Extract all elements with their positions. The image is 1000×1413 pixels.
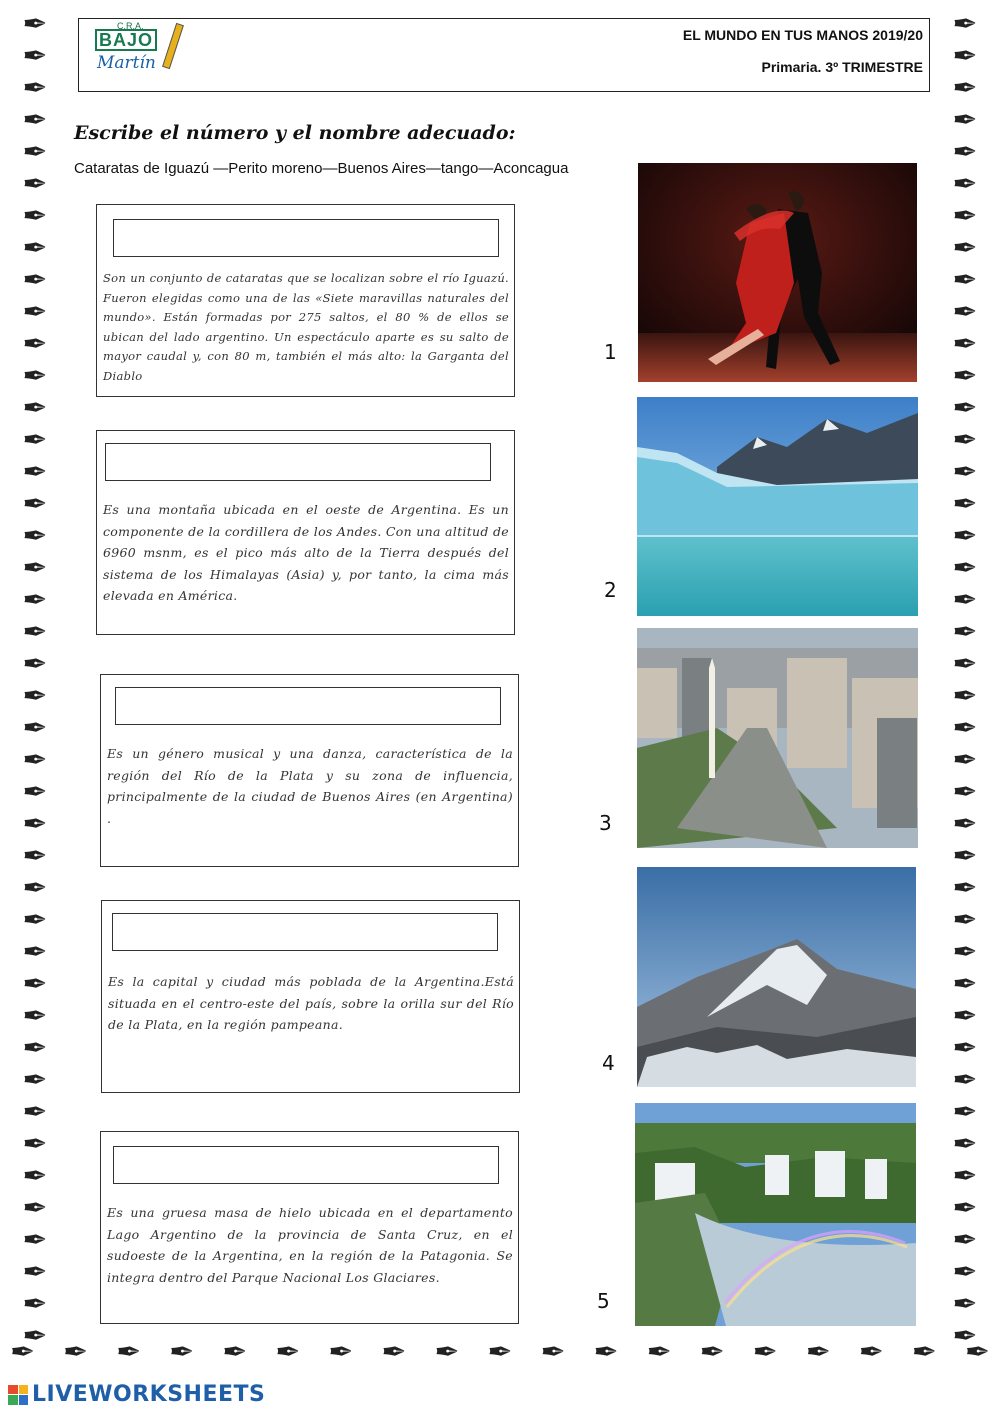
quill-ink-icon: ✒ xyxy=(22,679,48,714)
quill-ink-icon: ✒ xyxy=(22,967,48,1002)
logo-main-text: BAJO xyxy=(95,29,157,51)
quill-ink-icon: ✒ xyxy=(952,999,978,1034)
card-description: Es un género musical y una danza, característica de la región del Río de la Plata y su zona de influencia, principalmente de la ciudad de Buenos Aires (en Argentina) . xyxy=(107,746,513,826)
quill-ink-icon: ✒ xyxy=(22,1191,48,1226)
answer-input[interactable] xyxy=(115,687,501,725)
quill-ink-icon: ✒ xyxy=(487,1335,513,1370)
quill-ink-icon: ✒ xyxy=(22,455,48,490)
quill-ink-icon: ✒ xyxy=(952,583,978,618)
quill-ink-icon: ✒ xyxy=(952,871,978,906)
quill-ink-icon: ✒ xyxy=(952,1319,978,1354)
quill-ink-icon: ✒ xyxy=(22,935,48,970)
quill-ink-icon: ✒ xyxy=(434,1335,460,1370)
photo-number: 2 xyxy=(604,578,617,602)
quill-ink-icon: ✒ xyxy=(22,1319,48,1354)
quill-ink-icon: ✒ xyxy=(22,551,48,586)
description-card xyxy=(100,674,519,867)
quill-ink-icon: ✒ xyxy=(699,1335,725,1370)
quill-ink-icon: ✒ xyxy=(858,1335,884,1370)
description-card xyxy=(96,204,515,397)
quill-ink-icon: ✒ xyxy=(10,1335,36,1370)
quill-ink-icon: ✒ xyxy=(22,1255,48,1290)
quill-ink-icon: ✒ xyxy=(22,1095,48,1130)
quill-ink-icon: ✒ xyxy=(952,551,978,586)
answer-input[interactable] xyxy=(113,219,499,257)
quill-ink-icon: ✒ xyxy=(752,1335,778,1370)
quill-ink-icon: ✒ xyxy=(952,967,978,1002)
right-border-decoration xyxy=(942,7,988,1354)
quill-ink-icon: ✒ xyxy=(593,1335,619,1370)
quill-ink-icon: ✒ xyxy=(952,71,978,106)
quill-ink-icon: ✒ xyxy=(22,711,48,746)
card-description: Es la capital y ciudad más poblada de la Argentina.Está situada en el centro-este del país, sobre la orilla sur del Río de la Plata, en la región pampeana. xyxy=(108,974,514,1032)
quill-ink-icon: ✒ xyxy=(952,903,978,938)
left-border-decoration xyxy=(12,7,58,1354)
logo-cra-text: C.R.A. xyxy=(117,21,144,31)
quill-ink-icon: ✒ xyxy=(22,871,48,906)
quill-ink-icon: ✒ xyxy=(22,7,48,42)
quill-ink-icon: ✒ xyxy=(952,39,978,74)
quill-ink-icon: ✒ xyxy=(952,1255,978,1290)
city-obelisk-photo xyxy=(637,628,918,848)
quill-ink-icon: ✒ xyxy=(22,359,48,394)
quill-ink-icon: ✒ xyxy=(22,775,48,810)
quill-ink-icon: ✒ xyxy=(952,1191,978,1226)
photo-number: 1 xyxy=(604,340,617,364)
photo-number: 5 xyxy=(597,1289,610,1313)
instruction-heading: Escribe el número y el nombre adecuado: xyxy=(74,122,516,144)
quill-ink-icon: ✒ xyxy=(952,647,978,682)
quill-ink-icon: ✒ xyxy=(952,295,978,330)
card-description: Es una montaña ubicada en el oeste de Argentina. Es un componente de la cordillera de los Andes. Con una altitud de 6960 msnm, es el pico más alto de la Tierra después del sistema de los Himalayas (Asia) y, por tanto, la cima más elevada en América. xyxy=(103,502,509,603)
photo-number: 4 xyxy=(602,1051,615,1075)
quill-ink-icon: ✒ xyxy=(22,1287,48,1322)
quill-ink-icon: ✒ xyxy=(952,263,978,298)
quill-ink-icon: ✒ xyxy=(22,519,48,554)
quill-ink-icon: ✒ xyxy=(952,327,978,362)
quill-ink-icon: ✒ xyxy=(22,839,48,874)
quill-ink-icon: ✒ xyxy=(22,135,48,170)
quill-ink-icon: ✒ xyxy=(952,103,978,138)
quill-ink-icon: ✒ xyxy=(22,999,48,1034)
quill-ink-icon: ✒ xyxy=(22,487,48,522)
quill-ink-icon: ✒ xyxy=(646,1335,672,1370)
quill-ink-icon: ✒ xyxy=(22,167,48,202)
quill-ink-icon: ✒ xyxy=(952,1159,978,1194)
mountain-photo xyxy=(637,867,916,1087)
quill-ink-icon: ✒ xyxy=(952,839,978,874)
quill-ink-icon: ✒ xyxy=(22,327,48,362)
quill-ink-icon: ✒ xyxy=(22,647,48,682)
quill-ink-icon: ✒ xyxy=(116,1335,142,1370)
answer-input[interactable] xyxy=(113,1146,499,1184)
quill-ink-icon: ✒ xyxy=(328,1335,354,1370)
quill-ink-icon: ✒ xyxy=(275,1335,301,1370)
quill-ink-icon: ✒ xyxy=(22,615,48,650)
answer-input[interactable] xyxy=(105,443,491,481)
quill-ink-icon: ✒ xyxy=(952,775,978,810)
quill-ink-icon: ✒ xyxy=(952,199,978,234)
liveworksheets-text: LIVEWORKSHEETS xyxy=(32,1382,266,1407)
quill-ink-icon: ✒ xyxy=(952,7,978,42)
card-description: Es una gruesa masa de hielo ubicada en el departamento Lago Argentino de la provincia de Santa Cruz, en el sudoeste de la Argentina, en la región de la Patagonia. Se integra dentro del Parque Nacional Los Glaciares. xyxy=(107,1205,513,1285)
quill-ink-icon: ✒ xyxy=(169,1335,195,1370)
quill-ink-icon: ✒ xyxy=(952,743,978,778)
quill-ink-icon: ✒ xyxy=(952,359,978,394)
quill-ink-icon: ✒ xyxy=(22,903,48,938)
school-logo xyxy=(89,21,179,77)
quill-ink-icon: ✒ xyxy=(952,807,978,842)
quill-ink-icon: ✒ xyxy=(63,1335,89,1370)
quill-ink-icon: ✒ xyxy=(952,1031,978,1066)
word-list: Cataratas de Iguazú —Perito moreno—Buenos Aires—tango—Aconcagua xyxy=(74,160,569,177)
quill-ink-icon: ✒ xyxy=(22,807,48,842)
quill-ink-icon: ✒ xyxy=(964,1335,990,1370)
quill-ink-icon: ✒ xyxy=(911,1335,937,1370)
card-description: Son un conjunto de cataratas que se localizan sobre el río Iguazú. Fueron elegidas como una de las «Siete maravillas naturales del mundo». Están formadas por 275 saltos, el 80 % de ellos se ubican del lado argentino. Un espectáculo aparte es su salto de mayor caudal y, con 80 m, también el más alto: la Garganta del Diablo xyxy=(103,271,509,383)
logo-script-text: Martín xyxy=(97,53,156,73)
quill-ink-icon: ✒ xyxy=(22,103,48,138)
quill-ink-icon: ✒ xyxy=(952,679,978,714)
pencil-icon xyxy=(162,23,184,69)
quill-ink-icon: ✒ xyxy=(805,1335,831,1370)
quill-ink-icon: ✒ xyxy=(952,519,978,554)
quill-ink-icon: ✒ xyxy=(952,455,978,490)
answer-input[interactable] xyxy=(112,913,498,951)
quill-ink-icon: ✒ xyxy=(952,1287,978,1322)
quill-ink-icon: ✒ xyxy=(381,1335,407,1370)
quill-ink-icon: ✒ xyxy=(22,263,48,298)
header-title: EL MUNDO EN TUS MANOS 2019/20 xyxy=(682,27,923,43)
quill-ink-icon: ✒ xyxy=(22,1223,48,1258)
quill-ink-icon: ✒ xyxy=(22,231,48,266)
header-box xyxy=(78,18,930,92)
quill-ink-icon: ✒ xyxy=(22,391,48,426)
quill-ink-icon: ✒ xyxy=(952,1095,978,1130)
quill-ink-icon: ✒ xyxy=(22,583,48,618)
quill-ink-icon: ✒ xyxy=(22,1031,48,1066)
photo-number: 3 xyxy=(599,811,612,835)
quill-ink-icon: ✒ xyxy=(22,71,48,106)
quill-ink-icon: ✒ xyxy=(952,231,978,266)
quill-ink-icon: ✒ xyxy=(22,1063,48,1098)
quill-ink-icon: ✒ xyxy=(952,135,978,170)
quill-ink-icon: ✒ xyxy=(952,1127,978,1162)
liveworksheets-logo[interactable] xyxy=(8,1382,265,1407)
quill-ink-icon: ✒ xyxy=(222,1335,248,1370)
quill-ink-icon: ✒ xyxy=(952,167,978,202)
quill-ink-icon: ✒ xyxy=(22,423,48,458)
quill-ink-icon: ✒ xyxy=(952,1223,978,1258)
quill-ink-icon: ✒ xyxy=(952,711,978,746)
quill-ink-icon: ✒ xyxy=(22,295,48,330)
description-card xyxy=(100,1131,519,1324)
description-card xyxy=(96,430,515,635)
quill-ink-icon: ✒ xyxy=(952,391,978,426)
quill-ink-icon: ✒ xyxy=(952,423,978,458)
quill-ink-icon: ✒ xyxy=(22,1127,48,1162)
quill-ink-icon: ✒ xyxy=(540,1335,566,1370)
glacier-photo xyxy=(637,397,918,616)
quill-ink-icon: ✒ xyxy=(952,615,978,650)
quill-ink-icon: ✒ xyxy=(22,199,48,234)
bottom-border-decoration xyxy=(10,1335,990,1370)
quill-ink-icon: ✒ xyxy=(22,39,48,74)
description-card xyxy=(101,900,520,1093)
tango-dancers-photo xyxy=(638,163,917,382)
quill-ink-icon: ✒ xyxy=(952,935,978,970)
quill-ink-icon: ✒ xyxy=(22,743,48,778)
quill-ink-icon: ✒ xyxy=(22,1159,48,1194)
quill-ink-icon: ✒ xyxy=(952,487,978,522)
waterfalls-photo xyxy=(635,1103,916,1326)
header-subtitle: Primaria. 3º TRIMESTRE xyxy=(761,59,923,75)
liveworksheets-icon xyxy=(8,1385,28,1405)
quill-ink-icon: ✒ xyxy=(952,1063,978,1098)
